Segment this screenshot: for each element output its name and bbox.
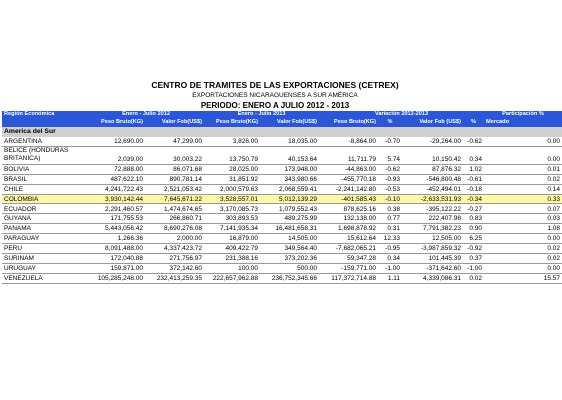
cell-peso-2012: 4,241,722.43 bbox=[88, 184, 145, 194]
cell-var-fob-pct: 0.90 bbox=[463, 224, 484, 234]
table-row bbox=[2, 214, 562, 224]
cell-peso-2013: 303,893.53 bbox=[204, 214, 260, 224]
cell-peso-2012: 172,040.88 bbox=[88, 253, 145, 263]
table-row bbox=[2, 204, 562, 214]
cell-peso-2012: 171,755.53 bbox=[88, 214, 145, 224]
col-peso-2013: Peso Bruto(KG) bbox=[204, 119, 260, 127]
cell-mercado: 0.02 bbox=[484, 253, 562, 263]
cell-var-peso-pct: 0.38 bbox=[378, 204, 402, 214]
cell-country-name: GUYANA bbox=[2, 214, 88, 224]
col-region-header: Región Económica bbox=[2, 111, 88, 119]
table-row bbox=[2, 174, 562, 184]
cell-mercado: 0.03 bbox=[484, 214, 562, 224]
header-row-groups bbox=[2, 111, 562, 119]
cell-fob-2012: 372,142.60 bbox=[145, 263, 204, 273]
cell-var-fob-pct: -1.00 bbox=[463, 263, 484, 273]
cell-fob-2013: 2,068,559.41 bbox=[260, 184, 319, 194]
cell-peso-2012: 1,266.36 bbox=[88, 234, 145, 244]
table-row bbox=[2, 194, 562, 204]
cell-peso-2012: 8,091,488.00 bbox=[88, 244, 145, 254]
cell-var-fob: 12,505.00 bbox=[402, 234, 463, 244]
cell-fob-2013: 18,035.00 bbox=[260, 137, 319, 146]
cell-country-name: ECUADOR bbox=[2, 204, 88, 214]
cell-var-peso-pct: -0.70 bbox=[378, 137, 402, 146]
cell-peso-2013: 409,422.79 bbox=[204, 244, 260, 254]
cell-fob-2012: 1,474,674.65 bbox=[145, 204, 204, 214]
table-row bbox=[2, 263, 562, 273]
section-label: America del Sur bbox=[2, 127, 562, 137]
cell-var-peso-pct: -0.53 bbox=[378, 184, 402, 194]
cell-var-fob: -2,633,531.93 bbox=[402, 194, 463, 204]
cell-var-fob-pct: 0.83 bbox=[463, 214, 484, 224]
cell-peso-2013: 3,826.00 bbox=[204, 137, 260, 146]
cell-mercado: 0.14 bbox=[484, 184, 562, 194]
cell-peso-2013: 2,000,579.63 bbox=[204, 184, 260, 194]
cell-var-peso: 11,711.79 bbox=[319, 146, 378, 164]
cell-var-peso-pct: -1.00 bbox=[378, 263, 402, 273]
col-group-participation: Participación % bbox=[484, 111, 562, 119]
cell-fob-2012: 2,000.00 bbox=[145, 234, 204, 244]
cell-peso-2013: 231,388.16 bbox=[204, 253, 260, 263]
cell-var-peso-pct: -0.95 bbox=[378, 244, 402, 254]
cell-fob-2013: 500.00 bbox=[260, 263, 319, 273]
cell-country-name: PARAGUAY bbox=[2, 234, 88, 244]
table-row bbox=[2, 234, 562, 244]
cell-var-peso: 59,347.28 bbox=[319, 253, 378, 263]
cell-var-fob-pct: -0.61 bbox=[463, 174, 484, 184]
cell-country-name: PANAMA bbox=[2, 224, 88, 234]
cell-mercado: 0.00 bbox=[484, 137, 562, 146]
cell-var-peso: 117,372,714.88 bbox=[319, 273, 378, 283]
cell-peso-2013: 3,528,557.01 bbox=[204, 194, 260, 204]
cell-var-peso: -401,585.43 bbox=[319, 194, 378, 204]
cell-var-peso-pct: 0.77 bbox=[378, 214, 402, 224]
cell-mercado: 0.00 bbox=[484, 234, 562, 244]
cell-country-name: ARGENTINA bbox=[2, 137, 88, 146]
cell-peso-2012: 2,039.00 bbox=[88, 146, 145, 164]
cell-peso-2013: 3,170,085.73 bbox=[204, 204, 260, 214]
cell-fob-2013: 373,202.36 bbox=[260, 253, 319, 263]
cell-var-fob: -371,642.60 bbox=[402, 263, 463, 273]
cell-fob-2012: 271,756.97 bbox=[145, 253, 204, 263]
cell-var-peso: -159,771.00 bbox=[319, 263, 378, 273]
cell-peso-2012: 2,291,460.57 bbox=[88, 204, 145, 214]
cell-var-fob-pct: -0.27 bbox=[463, 204, 484, 214]
header-row-columns bbox=[2, 119, 562, 127]
cell-mercado: 15.57 bbox=[484, 273, 562, 283]
cell-fob-2012: 47,299.00 bbox=[145, 137, 204, 146]
cell-peso-2012: 3,930,142.44 bbox=[88, 194, 145, 204]
cell-mercado: 0.02 bbox=[484, 244, 562, 254]
cell-fob-2012: 30,003.22 bbox=[145, 146, 204, 164]
cell-var-fob-pct: -0.92 bbox=[463, 244, 484, 254]
cell-fob-2013: 489,275.99 bbox=[260, 214, 319, 224]
cell-var-fob-pct: 0.02 bbox=[463, 273, 484, 283]
cell-fob-2012: 266,860.71 bbox=[145, 214, 204, 224]
exports-table bbox=[2, 111, 562, 284]
cell-var-fob: -395,122.22 bbox=[402, 204, 463, 214]
cell-country-name: VENEZUELA bbox=[2, 273, 88, 283]
cell-var-peso: -2,241,142.80 bbox=[319, 184, 378, 194]
cell-peso-2012: 487,622.10 bbox=[88, 174, 145, 184]
report-subtitle: EXPORTACIONES NICARAGUENSES A SUR AMÉRICA bbox=[192, 92, 358, 99]
col-var-fob: Valor Fob (US$) bbox=[402, 119, 463, 127]
cell-var-fob: 222,407.98 bbox=[402, 214, 463, 224]
cell-var-peso-pct: -0.93 bbox=[378, 174, 402, 184]
cell-peso-2012: 12,690.00 bbox=[88, 137, 145, 146]
table-row bbox=[2, 224, 562, 234]
cell-fob-2013: 349,564.40 bbox=[260, 244, 319, 254]
cell-fob-2012: 2,521,053.42 bbox=[145, 184, 204, 194]
cell-var-peso: 1,698,878.92 bbox=[319, 224, 378, 234]
cell-fob-2013: 5,012,139.29 bbox=[260, 194, 319, 204]
cell-var-peso: -455,770.18 bbox=[319, 174, 378, 184]
cell-mercado: 1.08 bbox=[484, 224, 562, 234]
cell-var-fob: -546,800.48 bbox=[402, 174, 463, 184]
cell-var-fob: -29,264.00 bbox=[402, 137, 463, 146]
cell-peso-2012: 5,443,056.42 bbox=[88, 224, 145, 234]
cell-var-peso: -44,863.00 bbox=[319, 164, 378, 174]
report-title: CENTRO DE TRAMITES DE LAS EXPORTACIONES (CETREX) bbox=[151, 80, 399, 90]
cell-peso-2013: 100.00 bbox=[204, 263, 260, 273]
col-var-peso: Peso Bruto(KG) bbox=[319, 119, 378, 127]
cell-fob-2013: 1,079,552.43 bbox=[260, 204, 319, 214]
cell-var-peso-pct: -0.10 bbox=[378, 194, 402, 204]
cell-mercado: 0.07 bbox=[484, 204, 562, 214]
cell-peso-2013: 31,851.92 bbox=[204, 174, 260, 184]
col-peso-2012: Peso Bruto(KG) bbox=[88, 119, 145, 127]
cell-var-peso-pct: -0.62 bbox=[378, 164, 402, 174]
cell-var-fob-pct: -0.34 bbox=[463, 194, 484, 204]
col-fob-2012: Valor Fob(US$) bbox=[145, 119, 204, 127]
col-var-fob-pct: % bbox=[463, 119, 484, 127]
cell-country-name: BRASIL bbox=[2, 174, 88, 184]
cell-peso-2012: 72,888.00 bbox=[88, 164, 145, 174]
cell-var-fob: 87,876.32 bbox=[402, 164, 463, 174]
cell-mercado: 0.02 bbox=[484, 174, 562, 184]
table-row bbox=[2, 164, 562, 174]
cell-country-name: BOLIVIA bbox=[2, 164, 88, 174]
col-group-variation: Variación 2012-2013 bbox=[319, 111, 484, 119]
cell-country-name: COLOMBIA bbox=[2, 194, 88, 204]
col-blank bbox=[2, 119, 88, 127]
cell-var-peso-pct: 5.74 bbox=[378, 146, 402, 164]
cell-fob-2012: 8,690,276.08 bbox=[145, 224, 204, 234]
cell-fob-2012: 232,413,259.35 bbox=[145, 273, 204, 283]
table-row bbox=[2, 184, 562, 194]
table-row bbox=[2, 273, 562, 283]
cell-var-fob: 10,150.42 bbox=[402, 146, 463, 164]
cell-fob-2013: 343,980.66 bbox=[260, 174, 319, 184]
cell-var-peso-pct: 0.34 bbox=[378, 253, 402, 263]
cell-peso-2012: 159,871.00 bbox=[88, 263, 145, 273]
cell-country-name: PERU bbox=[2, 244, 88, 254]
cell-var-fob-pct: 6.25 bbox=[463, 234, 484, 244]
cell-fob-2013: 173,948.00 bbox=[260, 164, 319, 174]
cell-peso-2013: 16,879.00 bbox=[204, 234, 260, 244]
cell-var-fob-pct: 0.37 bbox=[463, 253, 484, 263]
report-period: PERIODO: ENERO A JULIO 2012 - 2013 bbox=[200, 101, 350, 110]
cell-var-fob: 4,339,086.31 bbox=[402, 273, 463, 283]
cell-fob-2013: 40,153.64 bbox=[260, 146, 319, 164]
cell-var-fob: 7,791,382.23 bbox=[402, 224, 463, 234]
cell-var-peso-pct: 0.31 bbox=[378, 224, 402, 234]
table-row bbox=[2, 137, 562, 146]
cell-var-fob-pct: -0.62 bbox=[463, 137, 484, 146]
cell-var-peso: -8,864.00 bbox=[319, 137, 378, 146]
cell-peso-2013: 222,657,962.88 bbox=[204, 273, 260, 283]
cell-fob-2012: 7,645,671.22 bbox=[145, 194, 204, 204]
cell-country-name: URUGUAY bbox=[2, 263, 88, 273]
cell-fob-2012: 890,781.14 bbox=[145, 174, 204, 184]
col-group-2012: Enero - Julio 2012 bbox=[88, 111, 204, 119]
cell-fob-2013: 14,505.00 bbox=[260, 234, 319, 244]
cell-mercado: 0.33 bbox=[484, 194, 562, 204]
cell-fob-2012: 4,337,423.72 bbox=[145, 244, 204, 254]
cell-mercado: 0.00 bbox=[484, 146, 562, 164]
cell-var-peso: -7,682,065.21 bbox=[319, 244, 378, 254]
cell-var-peso: 132,138.00 bbox=[319, 214, 378, 224]
cell-peso-2013: 28,025.00 bbox=[204, 164, 260, 174]
table-row bbox=[2, 146, 562, 164]
col-mercado: Mercado bbox=[484, 119, 562, 127]
table-row bbox=[2, 244, 562, 254]
cell-fob-2013: 236,752,345.66 bbox=[260, 273, 319, 283]
cell-peso-2013: 7,141,935.34 bbox=[204, 224, 260, 234]
cell-var-fob: 101,445.39 bbox=[402, 253, 463, 263]
cell-var-fob-pct: 0.34 bbox=[463, 146, 484, 164]
col-var-peso-pct: % bbox=[378, 119, 402, 127]
col-group-2013: Enero - Julio 2013 bbox=[204, 111, 319, 119]
cell-fob-2013: 16,481,658.31 bbox=[260, 224, 319, 234]
table-row bbox=[2, 253, 562, 263]
cell-var-peso-pct: 1.11 bbox=[378, 273, 402, 283]
section-row bbox=[2, 127, 562, 137]
cell-country-name: BELICE (HONDURAS BRITANICA) bbox=[2, 146, 88, 164]
cell-var-peso: 878,625.16 bbox=[319, 204, 378, 214]
cell-var-fob: -3,987,859.32 bbox=[402, 244, 463, 254]
cell-var-peso: 15,612.64 bbox=[319, 234, 378, 244]
cell-peso-2013: 13,750.79 bbox=[204, 146, 260, 164]
cell-mercado: 0.00 bbox=[484, 263, 562, 273]
cell-var-fob: -452,494.01 bbox=[402, 184, 463, 194]
cell-country-name: CHILE bbox=[2, 184, 88, 194]
cell-fob-2012: 86,071.68 bbox=[145, 164, 204, 174]
cell-mercado: 0.01 bbox=[484, 164, 562, 174]
col-fob-2013: Valor Fob(US$) bbox=[260, 119, 319, 127]
cell-country-name: SURINAM bbox=[2, 253, 88, 263]
cell-var-fob-pct: 1.02 bbox=[463, 164, 484, 174]
cell-peso-2012: 105,285,248.00 bbox=[88, 273, 145, 283]
cell-var-fob-pct: -0.18 bbox=[463, 184, 484, 194]
cell-var-peso-pct: 12.33 bbox=[378, 234, 402, 244]
